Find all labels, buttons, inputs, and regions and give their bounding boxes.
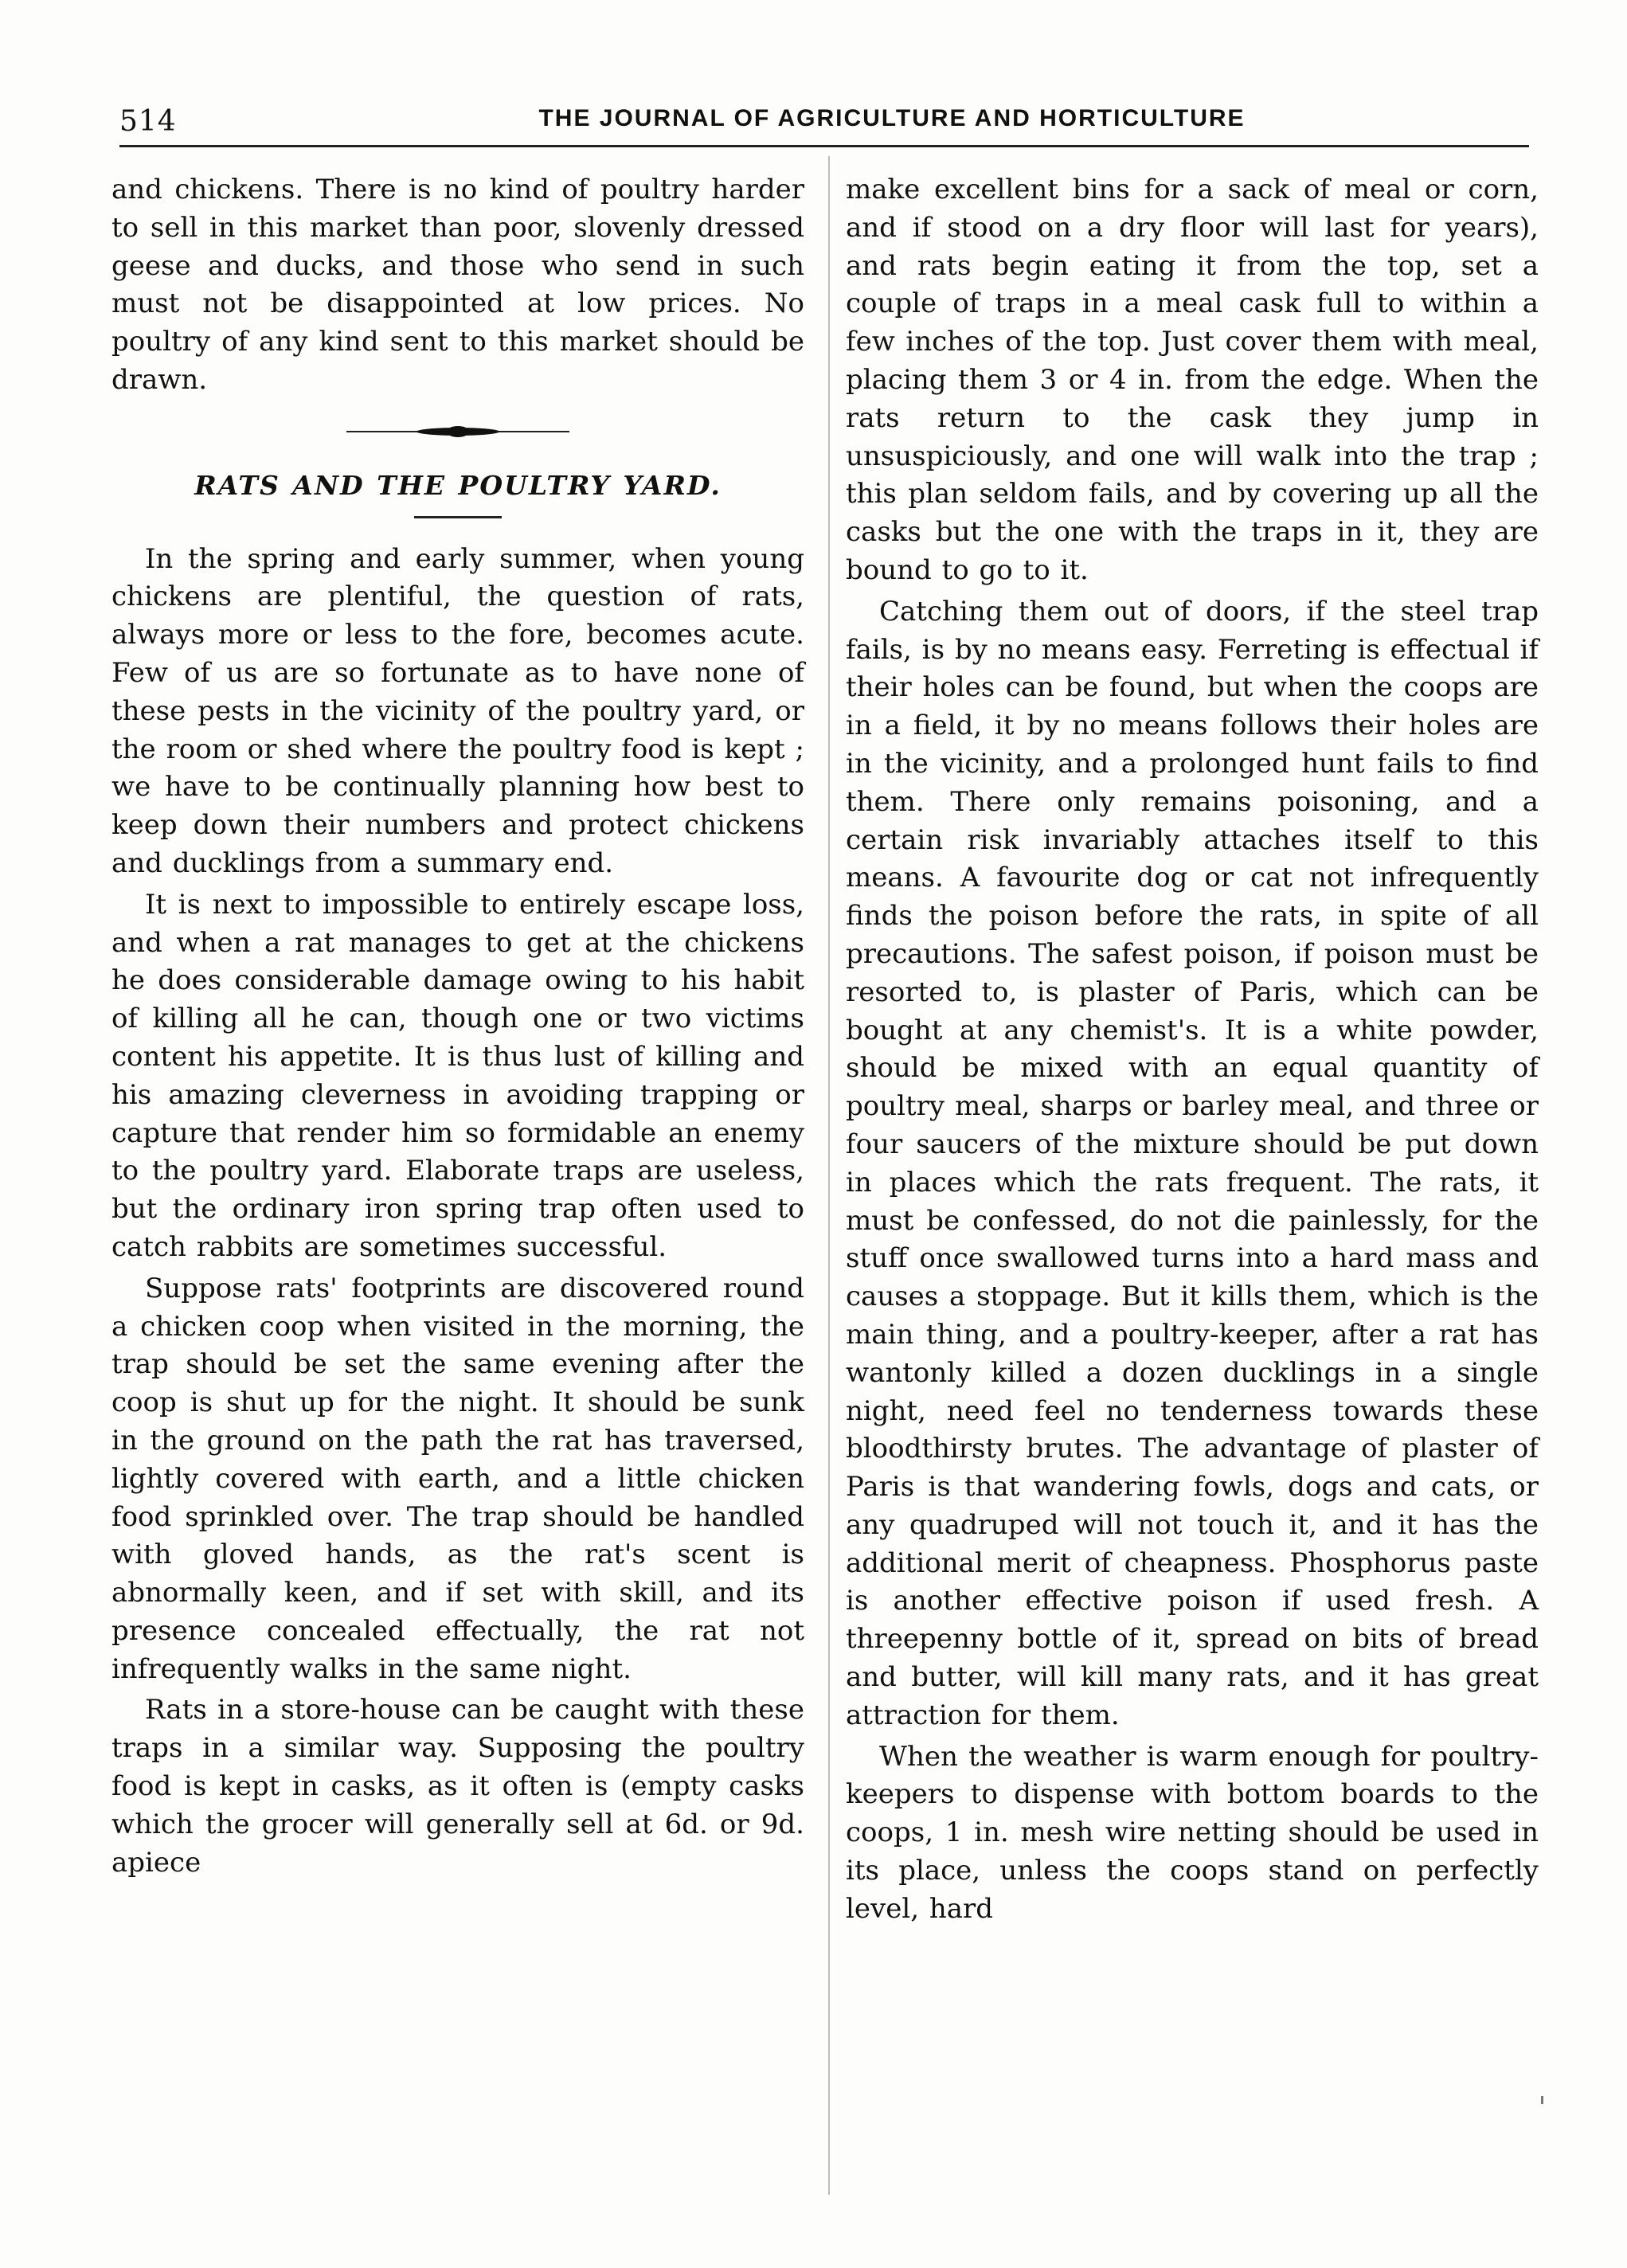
paragraph: When the weather is warm enough for poultry-keepers to dispense with bottom boards to the coops, 1 in. mesh wire netting should be used in its place, unless the coops stand on perfectly level, hard <box>846 1740 1539 1925</box>
page-header <box>119 105 1529 145</box>
paragraph: It is next to impossible to entirely escape loss, and when a rat manages to get at the chickens he does considerable damage owing to his habit of killing all he can, though one or two victims content his appetite. It is thus lust of killing and his amazing cleverness in avoiding trapping or capture that render him so formidable an enemy to the poultry yard. Elaborate traps are useless, but the ordinary iron spring trap often used to catch rabbits are sometimes successful. <box>111 888 804 1263</box>
continuation-paragraph: and chickens. There is no kind of poultry harder to sell in this market than poor, slovenly dressed geese and ducks, and those who send in such must not be disappointed at low prices. No poultry of any kind sent to this market should be drawn. <box>111 174 804 396</box>
ornamental-divider <box>111 400 804 463</box>
paragraph: make excellent bins for a sack of meal or corn, and if stood on a dry floor will last for years), and rats begin eating it from the top, set a couple of traps in a meal cask full to within a few inches of the top. Just cover them with meal, placing them 3 or 4 in. from the edge. When the rats return to the cask they jump in unsuspiciously, and one will walk into the trap ; this plan seldom fails, and by covering up all the casks but the one with the traps in it, they are bound to go to it. <box>846 174 1539 586</box>
page-number: 514 <box>119 105 177 138</box>
paragraph: Rats in a store-house can be caught with these traps in a similar way. Supposing the poultry food is kept in casks, as it often is (empty casks which the grocer will generally sell at 6d. or 9d. apiece <box>111 1694 804 1879</box>
paragraph: Catching them out of doors, if the steel trap fails, is by no means easy. Ferreting is effectual if their holes can be found, but when the coops are in a field, it by no means follows their holes are in the vicinity, and a prolonged hunt fails to find them. There only remains poisoning, and a certain risk invariably attaches itself to this means. A favourite dog or cat not infrequently finds the poison before the rats, in spite of all precautions. The safest poison, if poison must be resorted to, is plaster of Paris, which can be bought at any chemist's. It is a white powder, should be mixed with an equal quantity of poultry meal, sharps or barley meal, and three or four saucers of the mixture should be put down in places which the rats frequent. The rats, it must be confessed, do not die painlessly, for the stuff once swallowed turns into a hard mass and causes a stoppage. But it kills them, which is the main thing, and a poultry-keeper, after a rat has wantonly killed a dozen ducklings in a single night, need feel no tenderness towards these bloodthirsty brutes. The advantage of plaster of Paris is that wandering fowls, dogs and cats, or any quadruped will not touch it, and it has the additional merit of cheapness. Phosphorus paste is another effective poison if used fresh. A threepenny bottle of it, spread on bits of bread and butter, will kill many rats, and it has great attraction for them. <box>846 595 1539 1731</box>
margin-mark <box>1541 2096 1543 2104</box>
paragraph: In the spring and early summer, when young chickens are plentiful, the question of rats, always more or less to the fore, becomes acute. Few of us are so fortunate as to have none of these pests in the vicinity of the poultry yard, or the room or shed where the poultry food is kept ; we have to be continually planning how best to keep down their numbers and protect chickens and ducklings from a summary end. <box>111 542 804 879</box>
running-head: THE JOURNAL OF AGRICULTURE AND HORTICULTURE <box>538 105 1246 131</box>
left-column <box>111 171 804 1882</box>
paragraph: Suppose rats' footprints are discovered round a chicken coop when visited in the morning, the trap should be set the same evening after the coop is shut up for the night. It should be sunk in the ground on the path the rat has traversed, lightly covered with earth, and a little chicken food sprinkled over. The trap should be handled with gloved hands, as the rat's scent is abnormally keen, and if set with skill, and its presence concealed effectually, the rat not infrequently walks in the same night. <box>111 1272 804 1685</box>
ornament-rule-icon <box>346 424 569 440</box>
section-title: RATS AND THE POULTRY YARD. <box>194 469 722 501</box>
title-rule <box>414 516 502 518</box>
column-divider <box>828 156 830 2195</box>
header-rule <box>119 145 1529 147</box>
right-column <box>846 171 1539 1929</box>
